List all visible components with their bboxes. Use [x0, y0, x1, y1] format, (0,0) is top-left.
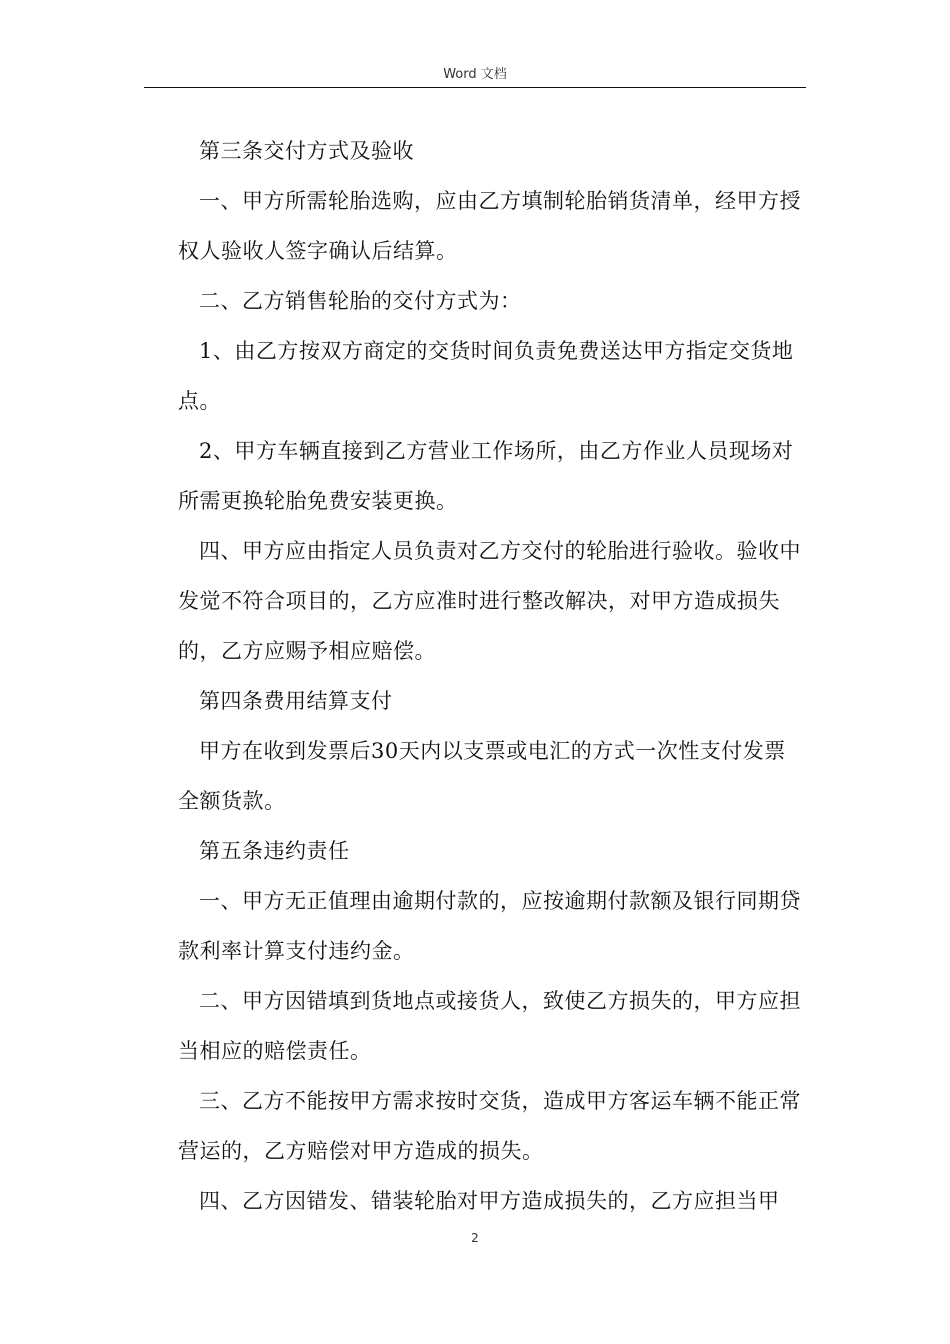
paragraph: 一、甲方无正值理由逾期付款的，应按逾期付款额及银行同期贷款利率计算支付违约金。	[178, 889, 801, 963]
page-number: 2	[471, 1231, 479, 1245]
paragraph: 甲方在收到发票后30天内以支票或电汇的方式一次性支付发票全额货款。	[178, 739, 786, 813]
page-header-title: Word 文档	[443, 67, 507, 82]
paragraph: 四、甲方应由指定人员负责对乙方交付的轮胎进行验收。验收中发觉不符合项目的，乙方应准时进行整改解决，对甲方造成损失的，乙方应赐予相应赔偿。	[178, 539, 801, 663]
paragraph: 三、乙方不能按甲方需求按时交货，造成甲方客运车辆不能正常营运的，乙方赔偿对甲方造成的损失。	[178, 1089, 801, 1163]
document-body	[178, 126, 804, 1226]
paragraph: 第五条违约责任	[199, 839, 350, 863]
paragraph: 1、由乙方按双方商定的交货时间负责免费送达甲方指定交货地点。	[178, 339, 794, 413]
header-divider	[144, 87, 806, 88]
paragraph: 二、乙方销售轮胎的交付方式为：	[199, 289, 522, 313]
paragraph: 第四条费用结算支付	[199, 689, 393, 713]
paragraph: 四、乙方因错发、错装轮胎对甲方造成损失的，乙方应担当甲	[199, 1189, 780, 1213]
paragraph: 一、甲方所需轮胎选购，应由乙方填制轮胎销货清单，经甲方授权人验收人签字确认后结算。	[178, 189, 801, 263]
paragraph: 第三条交付方式及验收	[199, 139, 414, 163]
paragraph: 2、甲方车辆直接到乙方营业工作场所，由乙方作业人员现场对所需更换轮胎免费安装更换。	[178, 439, 794, 513]
paragraph: 二、甲方因错填到货地点或接货人，致使乙方损失的，甲方应担当相应的赔偿责任。	[178, 989, 801, 1063]
